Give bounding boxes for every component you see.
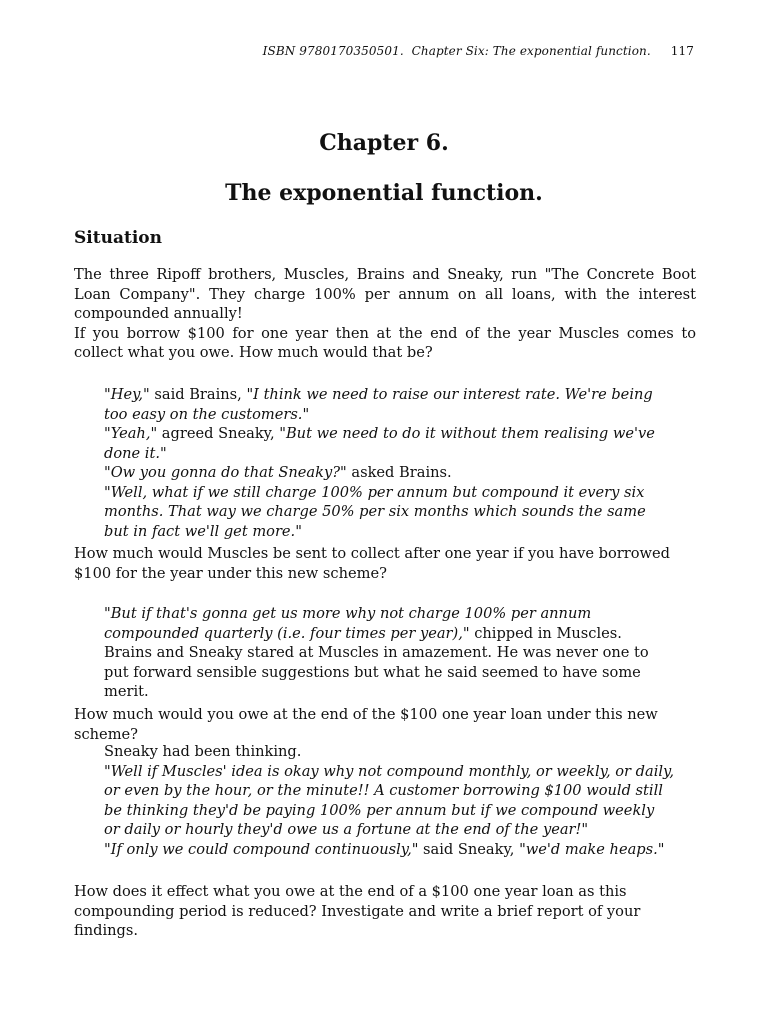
dialogue-block-1 [104,385,674,541]
isbn-text: ISBN 9780170350501. [262,44,404,58]
chapter-number: Chapter 6. [319,130,449,156]
question-text: How much would you owe at the end of the $100 one year loan under this new scheme? [74,706,658,743]
dialogue-line: "Yeah," agreed Sneaky, "But we need to do it without them realising we've done it." [104,425,655,462]
question-text: How much would Muscles be sent to collect after one year if you have borrowed $100 for the year under this new scheme? [74,545,671,582]
question-2 [74,705,696,744]
section-heading: Situation [74,228,162,248]
narration: Sneaky had been thinking. [104,743,302,760]
dialogue-line: "Hey," said Brains, "I think we need to raise our interest rate. We're being too easy on the customers." [104,386,653,423]
narration: Brains and Sneaky stared at Muscles in amazement. He was never one to put forward sensible suggestions but what he said seemed to have some merit. [104,644,649,700]
intro-paragraph-2: If you borrow $100 for one year then at the end of the year Muscles comes to collect what you owe. How much would that be? [74,324,696,361]
dialogue-line: "But if that's gonna get us more why not charge 100% per annum compounded quarterly (i.e. four times per year)," chipped in Muscles. [104,605,622,642]
question-1 [74,544,696,583]
question-text: How does it effect what you owe at the end of a $100 one year loan as this compounding period is reduced? Investigate and write a brief report of your findings. [74,883,641,939]
dialogue-line: "If only we could compound continuously," said Sneaky, "we'd make heaps." [104,840,665,858]
dialogue-block-3 [104,742,674,859]
dialogue-block-2 [104,604,674,702]
intro-paragraph-1: The three Ripoff brothers, Muscles, Brains and Sneaky, run "The Concrete Boot Loan Company". They charge 100% per annum on all loans, with the interest compounded annually! [74,266,696,322]
chapter-title: The exponential function. [225,180,543,206]
question-3 [74,882,696,941]
dialogue-line: "Well if Muscles' idea is okay why not compound monthly, or weekly, or daily, or even by the hour, or the minute!! A customer borrowing $100 would still be thinking they'd be paying 100% per annum but if we compound weekly or daily or hourly they'd owe us a fortune at the end of the year!" [104,762,674,838]
dialogue-line: "Well, what if we still charge 100% per annum but compound it every six months. That way we charge 50% per six months which sounds the same but in fact we'll get more." [104,483,646,540]
running-header [263,44,694,58]
intro-block [74,265,696,363]
chapter-reference: Chapter Six: The exponential function. [411,44,651,58]
dialogue-line: "Ow you gonna do that Sneaky?" asked Brains. [104,464,452,481]
page-number: 117 [670,44,694,58]
